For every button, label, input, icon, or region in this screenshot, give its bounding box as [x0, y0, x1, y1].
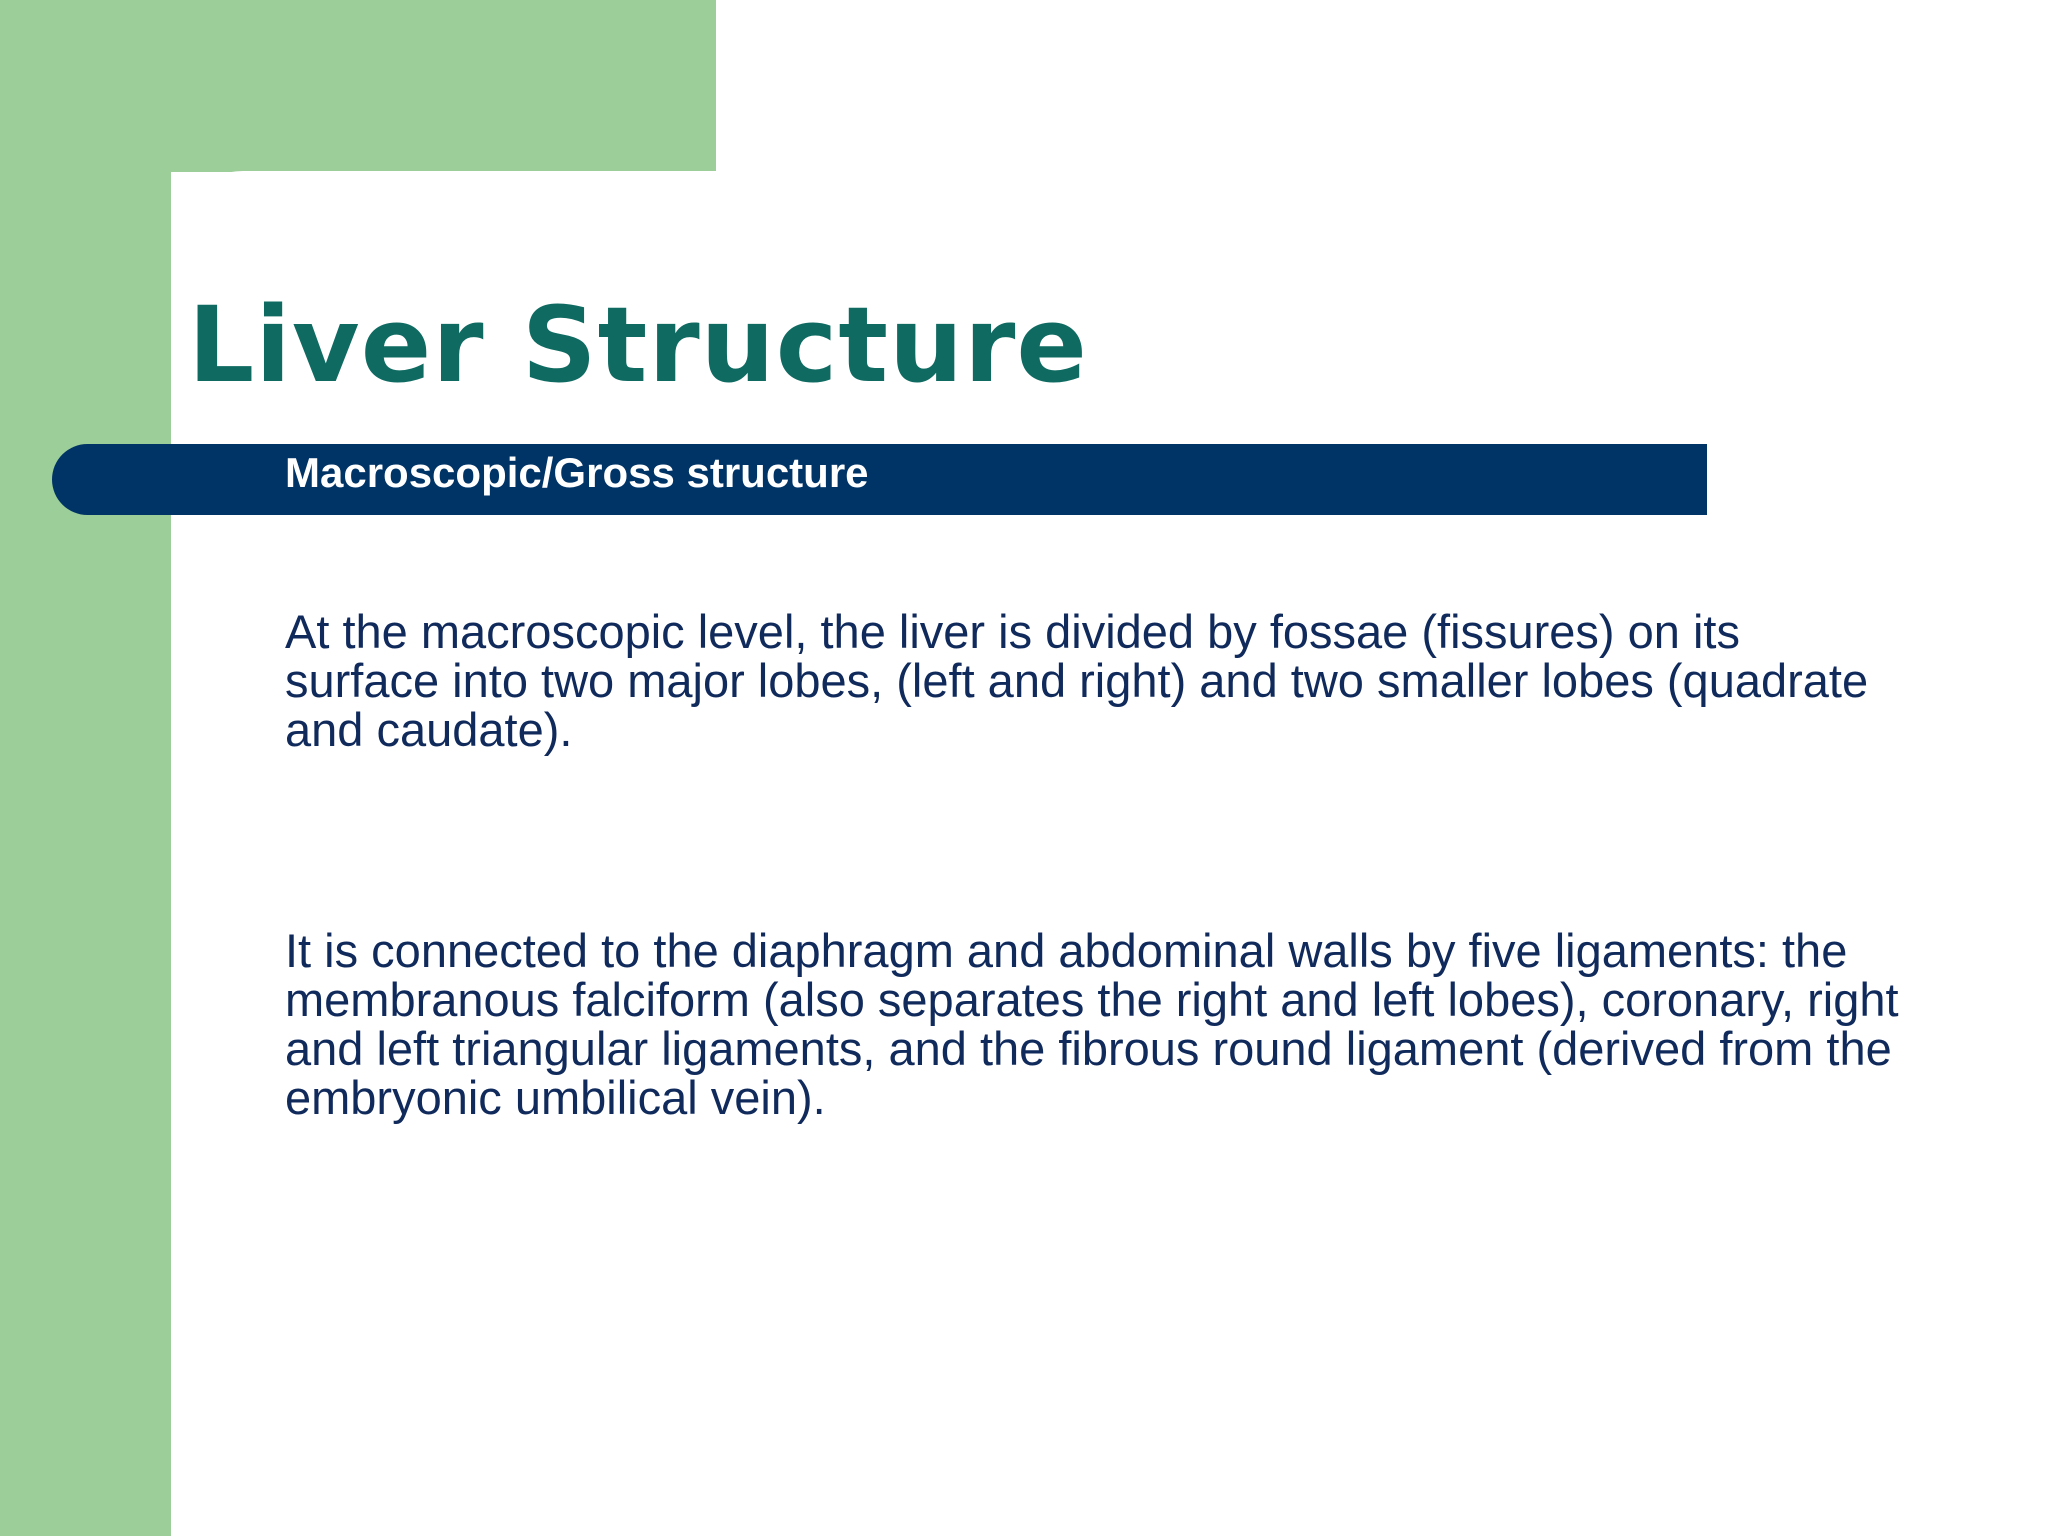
body-paragraph-1: At the macroscopic level, the liver is divided by fossae (fissures) on its surface into two major lobes, (left and right) and two smaller lobes (quadrate and caudate). — [285, 605, 1869, 756]
body-paragraph-2: It is connected to the diaphragm and abdominal walls by five ligaments: the membranous falciform (also separates the right and left lobes), coronary, right and left triangular ligaments, and the fibrous round ligament (derived from the embryonic umbilical vein). — [285, 924, 1899, 1124]
green-decoration-left — [0, 0, 171, 1536]
section-header-label: Macroscopic/Gross structure — [285, 449, 869, 496]
slide-title: Liver Structure — [188, 284, 1088, 406]
